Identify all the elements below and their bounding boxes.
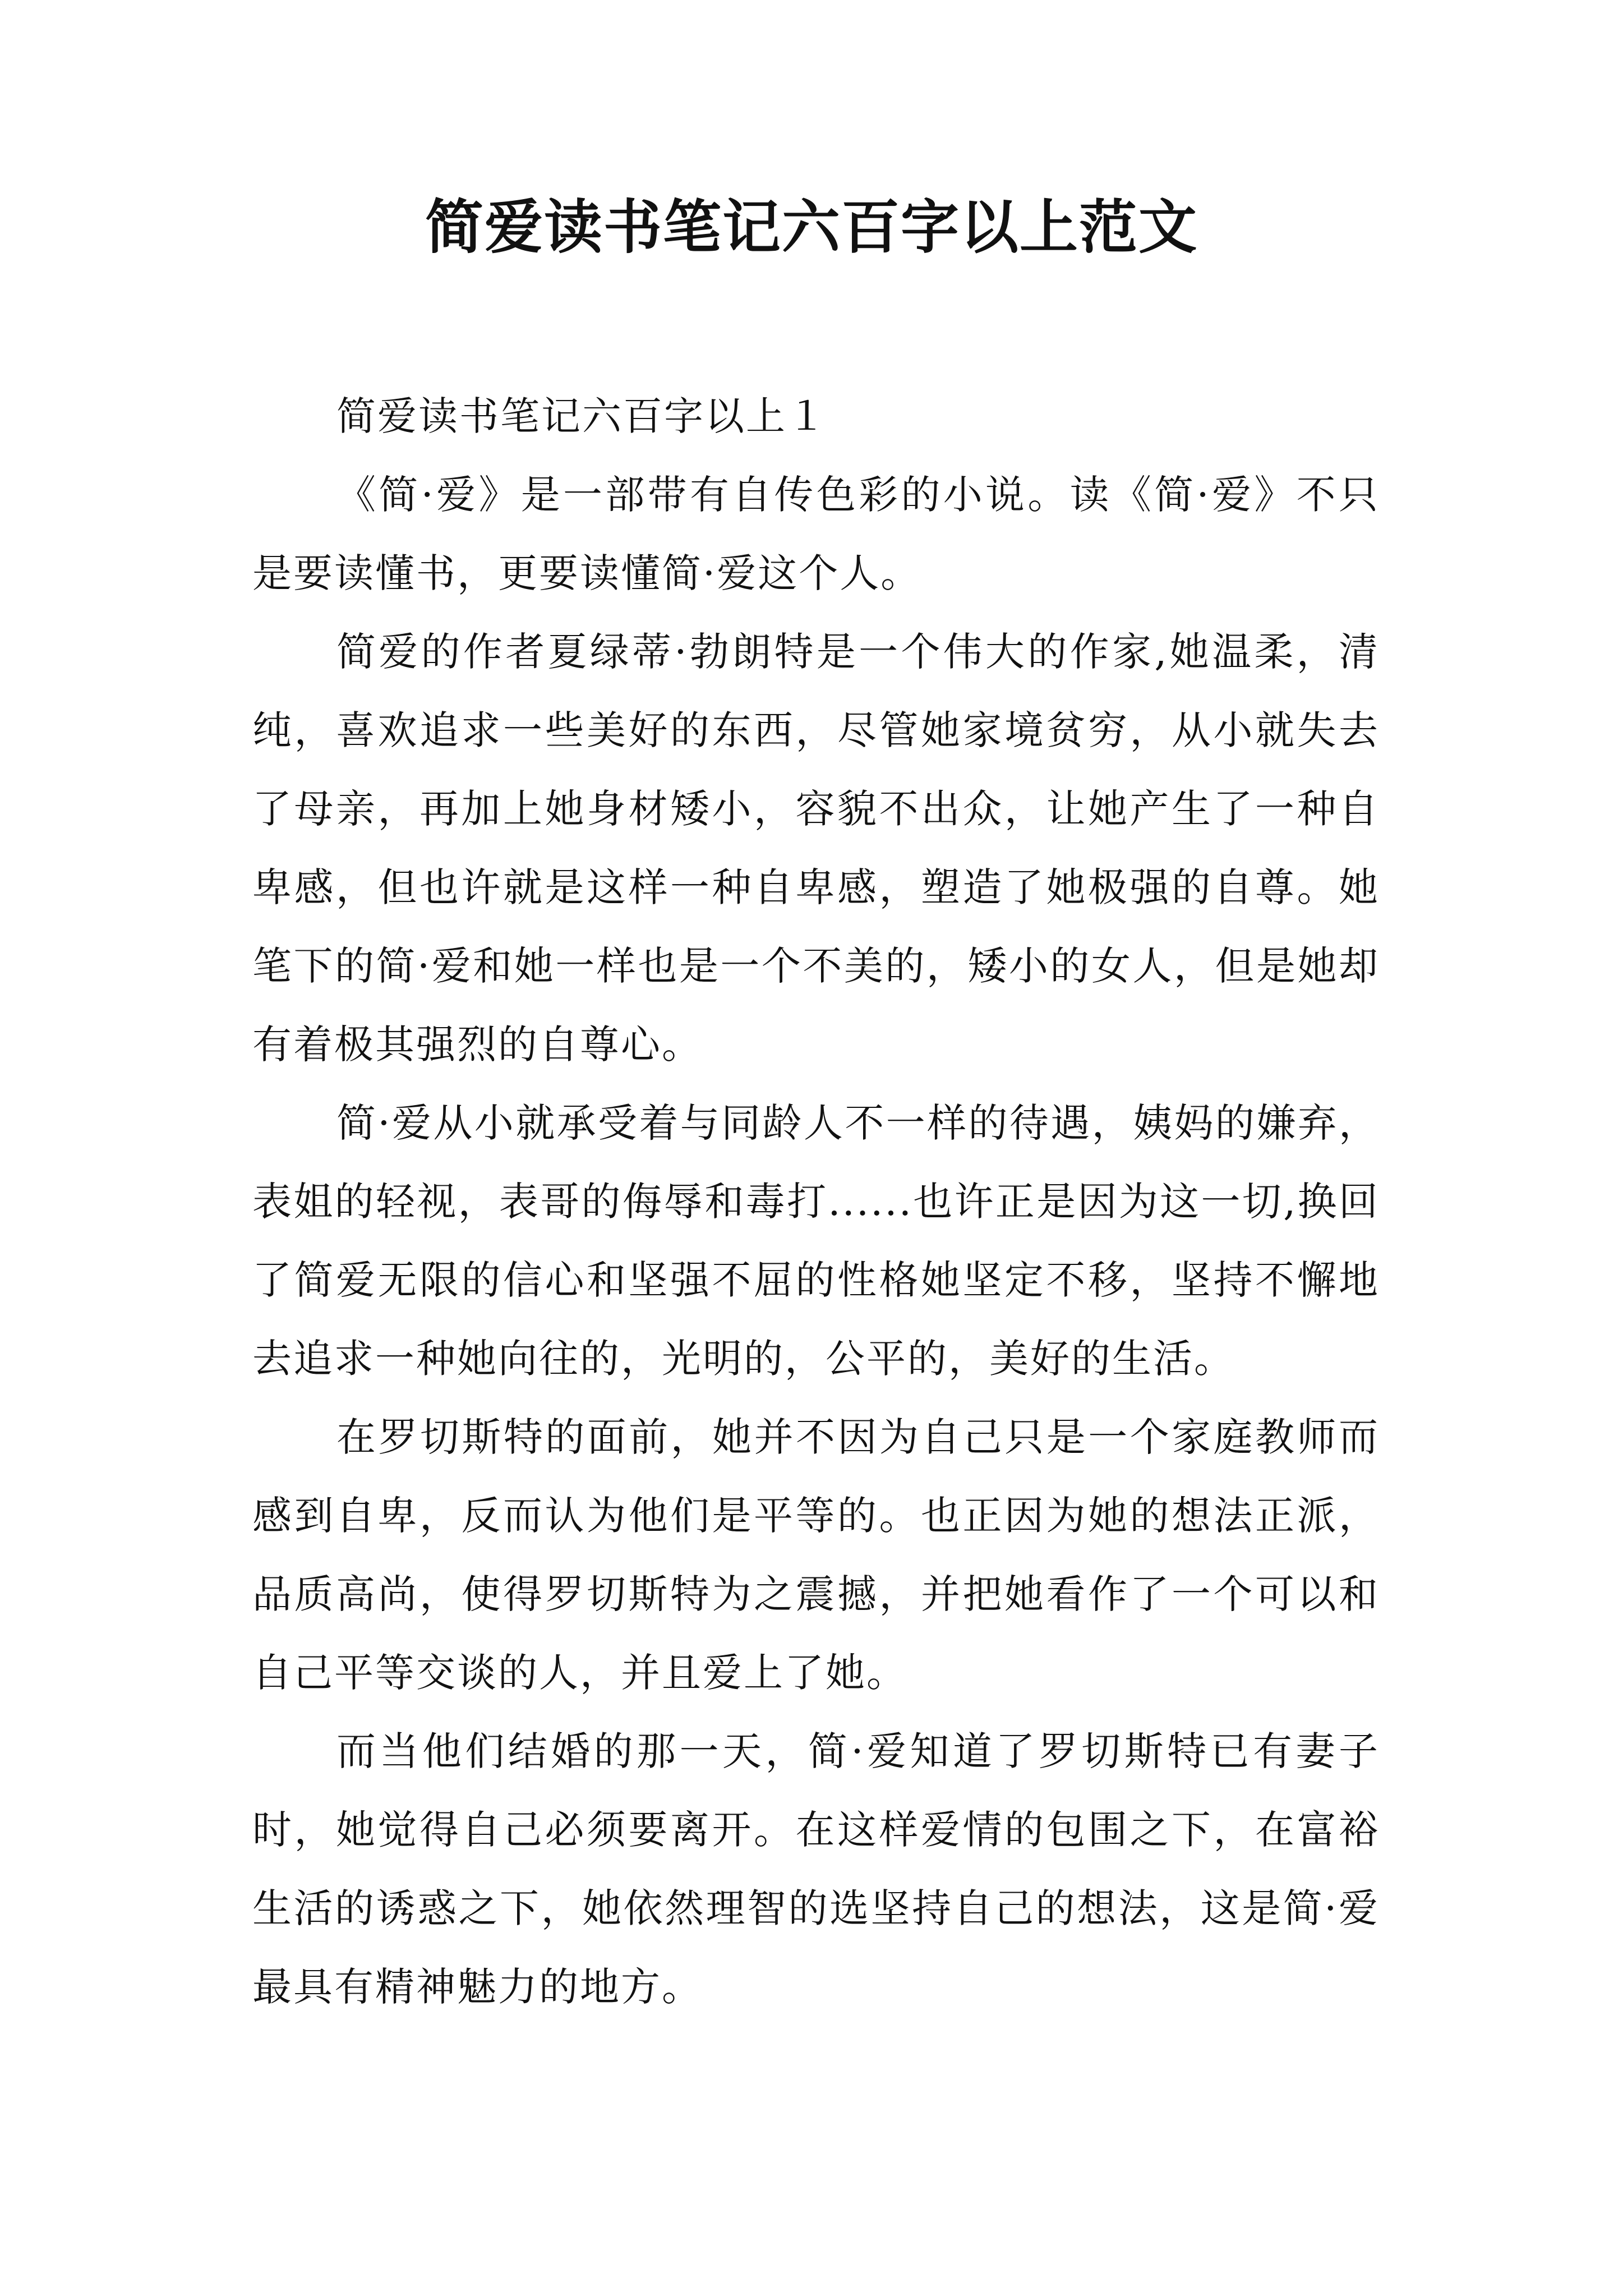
paragraph: 在罗切斯特的面前，她并不因为自己只是一个家庭教师而感到自卑，反而认为他们是平等的。也正因为她的想法正派，品质高尚，使得罗切斯特为之震撼，并把她看作了一个可以和自己平等交谈的人，并且爱上了她。 xyxy=(252,1414,1380,1696)
document-title: 简爱读书笔记六百字以上范文 xyxy=(425,192,1198,261)
paragraph: 简爱的作者夏绿蒂·勃朗特是一个伟大的作家,她温柔，清纯，喜欢追求一些美好的东西，尽管她家境贫穷，从小就失去了母亲，再加上她身材矮小，容貌不出众，让她产生了一种自卑感，但也许就是这样一种自卑感，塑造了她极强的自尊。她笔下的简·爱和她一样也是一个不美的，矮小的女人，但是她却有着极其强烈的自尊心。 xyxy=(252,629,1380,1068)
paragraph: 简·爱从小就承受着与同龄人不一样的待遇，姨妈的嫌弃，表姐的轻视，表哥的侮辱和毒打......也许正是因为这一切,换回了简爱无限的信心和坚强不屈的性格她坚定不移，坚持不懈地去追求一种她向往的，光明的，公平的，美好的生活。 xyxy=(252,1100,1380,1382)
section-heading: 简爱读书笔记六百字以上１ xyxy=(336,393,828,439)
paragraph: 《简·爱》是一部带有自传色彩的小说。读《简·爱》不只是要读懂书，更要读懂简·爱这个人。 xyxy=(252,472,1380,596)
document-body xyxy=(252,377,1380,2026)
paragraph: 而当他们结婚的那一天，简·爱知道了罗切斯特已有妻子时，她觉得自己必须要离开。在这样爱情的包围之下，在富裕生活的诱惑之下，她依然理智的选坚持自己的想法，这是简·爱最具有精神魅力的地方。 xyxy=(252,1728,1380,2010)
